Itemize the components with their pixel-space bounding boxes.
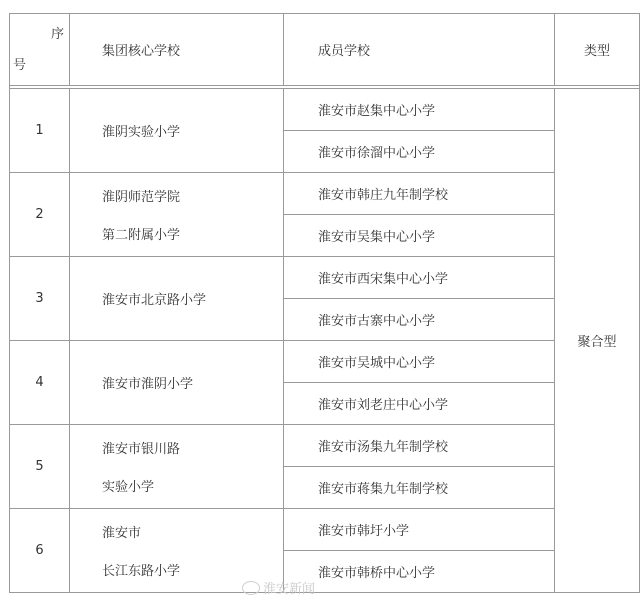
- table-row: [10, 89, 640, 131]
- row-number: 2: [10, 173, 70, 257]
- core-school-line: 淮阴实验小学: [102, 125, 181, 140]
- header-row: [10, 14, 640, 86]
- header-no-line2: 号: [13, 58, 27, 73]
- core-school: [70, 257, 284, 341]
- member-school: 淮安市徐溜中心小学: [284, 131, 555, 173]
- core-school-line: 实验小学: [102, 480, 155, 495]
- member-school: 淮安市韩庄九年制学校: [284, 173, 555, 215]
- header-no-line1: 序: [50, 27, 64, 42]
- row-number: 3: [10, 257, 70, 341]
- table-row: [10, 341, 640, 383]
- member-school: 淮安市韩圩小学: [284, 509, 555, 551]
- row-number: 1: [10, 89, 70, 173]
- member-school: 淮安市吴集中心小学: [284, 215, 555, 257]
- header-no: [10, 14, 70, 86]
- core-school: [70, 89, 284, 173]
- table-row: [10, 257, 640, 299]
- row-number: 5: [10, 425, 70, 509]
- watermark-text: 淮安新闻: [263, 582, 316, 597]
- type-cell: 聚合型: [555, 89, 640, 593]
- member-school: 淮安市蒋集九年制学校: [284, 467, 555, 509]
- row-number: 4: [10, 341, 70, 425]
- member-school: 淮安市韩桥中心小学: [284, 551, 555, 593]
- member-school: 淮安市吴城中心小学: [284, 341, 555, 383]
- header-member: 成员学校: [284, 14, 555, 86]
- core-school: [70, 341, 284, 425]
- table-row: [10, 425, 640, 467]
- core-school: [70, 173, 284, 257]
- member-school: 淮安市古寨中心小学: [284, 299, 555, 341]
- header-type: 类型: [555, 14, 640, 86]
- core-school-line: 淮安市北京路小学: [102, 293, 207, 308]
- member-school: 淮安市汤集九年制学校: [284, 425, 555, 467]
- core-school: [70, 425, 284, 509]
- member-school: 淮安市刘老庄中心小学: [284, 383, 555, 425]
- member-school: 淮安市赵集中心小学: [284, 89, 555, 131]
- core-school-line: 长江东路小学: [102, 564, 181, 579]
- table-row: [10, 173, 640, 215]
- core-school-line: 第二附属小学: [102, 228, 181, 243]
- member-school: 淮安市西宋集中心小学: [284, 257, 555, 299]
- core-school-line: 淮安市淮阴小学: [102, 377, 194, 392]
- core-school-line: 淮安市银川路: [102, 442, 181, 457]
- row-number: 6: [10, 509, 70, 593]
- school-group-table: [9, 13, 640, 593]
- watermark: [242, 578, 315, 597]
- table-row: [10, 509, 640, 551]
- weibo-logo-icon: [242, 581, 260, 595]
- core-school-line: 淮安市: [102, 526, 142, 541]
- header-core: 集团核心学校: [70, 14, 284, 86]
- core-school-line: 淮阴师范学院: [102, 190, 181, 205]
